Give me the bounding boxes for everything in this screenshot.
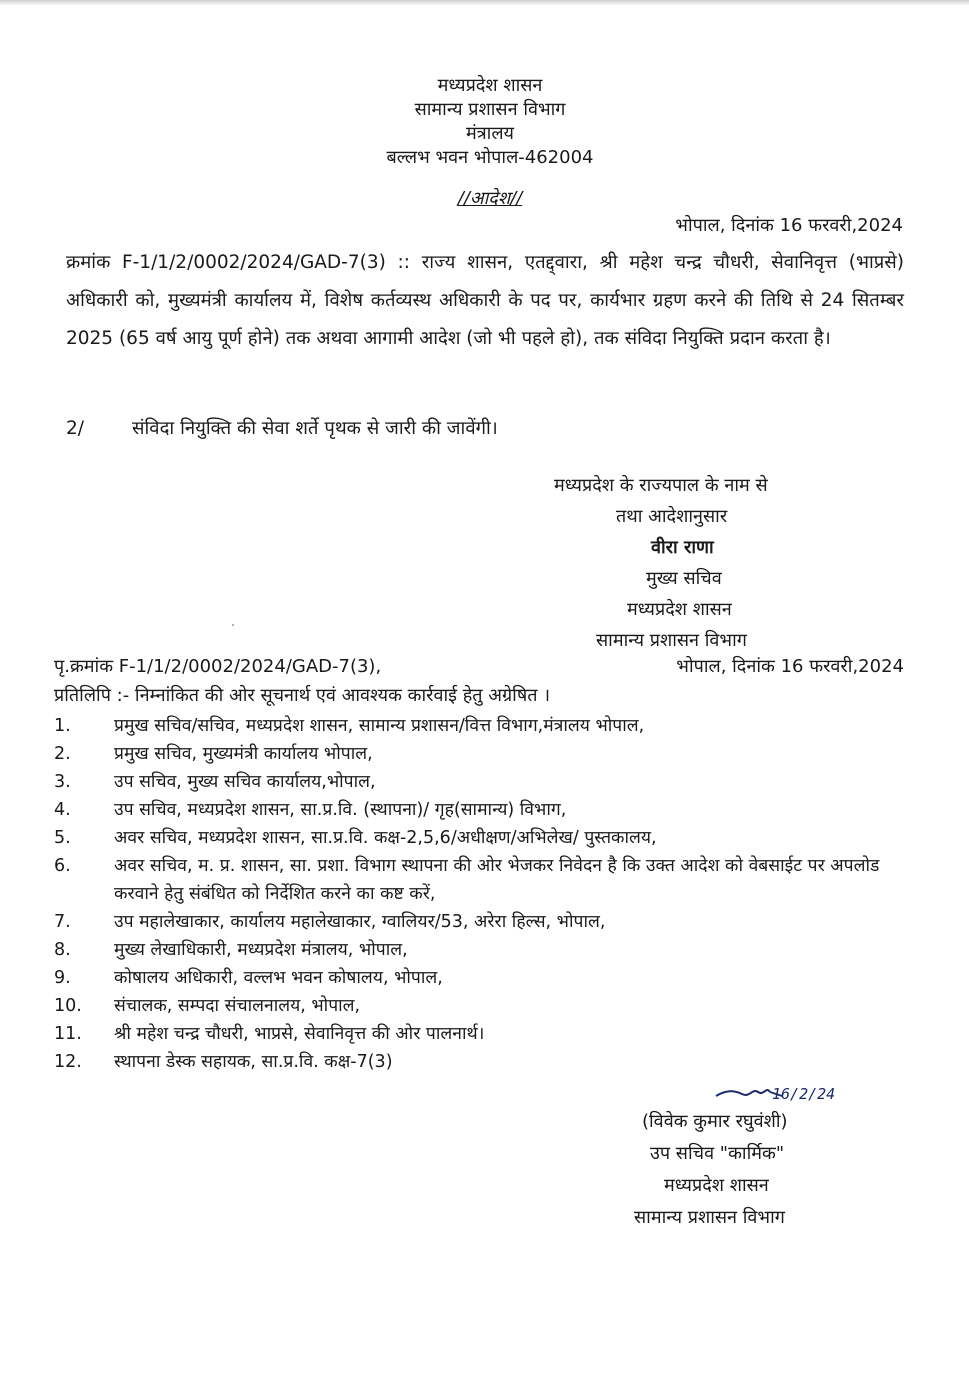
deputy-secretary-signature-block: [600, 1082, 900, 1234]
signatory-authority-line: मध्यप्रदेश के राज्यपाल के नाम से: [554, 475, 768, 496]
list-item: [54, 852, 924, 908]
list-item-number: 9.: [54, 968, 71, 988]
list-item: [54, 768, 924, 796]
list-item-number: 1.: [54, 716, 71, 736]
list-item-number: 12.: [54, 1052, 82, 1072]
officer-dept: सामान्य प्रशासन विभाग: [634, 1207, 785, 1228]
letterhead-line-govt: मध्यप्रदेश शासन: [437, 75, 543, 96]
list-item-text: श्री महेश चन्द्र चौधरी, भाप्रसे, सेवानिवृत्त की ओर पालनार्थ।: [114, 1024, 485, 1044]
list-item-number: 4.: [54, 800, 71, 820]
list-item-text: अवर सचिव, म. प्र. शासन, सा. प्रशा. विभाग स्थापना की ओर भेजकर निवेदन है कि उक्त आदेश को वेबसाईट पर अपलोड करवाने हेतु संबंधित को निर्देशित करने का कष्ट करें,: [114, 856, 880, 904]
list-item-text: संचालक, सम्पदा संचालनालय, भोपाल,: [114, 996, 361, 1016]
paragraph-number: 2/: [66, 418, 85, 439]
signatory-govt: मध्यप्रदेश शासन: [627, 599, 732, 620]
signature-date-note: 16/2/24: [772, 1085, 836, 1103]
list-item: [54, 936, 924, 964]
list-item-text: अवर सचिव, मध्यप्रदेश शासन, सा.प्र.वि. कक्ष-2,5,6/अधीक्षण/अभिलेख/ पुस्तकालय,: [114, 828, 657, 848]
recipient-list: [54, 712, 924, 1076]
endorsement-date: भोपाल, दिनांक 16 फरवरी,2024: [676, 656, 904, 677]
order-title: //आदेश//: [457, 188, 523, 209]
list-item-text: उप सचिव, मध्यप्रदेश शासन, सा.प्र.वि. (स्थापना)/ गृह(सामान्य) विभाग,: [114, 800, 567, 820]
order-body-paragraph: क्रमांक F-1/1/2/0002/2024/GAD-7(3) :: राज्य शासन, एतद्द्वारा, श्री महेश चन्द्र चौधरी, सेवानिवृत्त (भाप्रसे) अधिकारी को, मुख्यमंत्री कार्यालय में, विशेष कर्तव्यस्थ अधिकारी के पद पर, कार्यभार ग्रहण करने की तिथि से 24 सितम्बर 2025 (65 वर्ष आयु पूर्ण होने) तक अथवा आगामी आदेश (जो भी पहले हो), तक संविदा नियुक्ति प्रदान करता है।: [66, 252, 904, 349]
signatory-order-line: तथा आदेशानुसार: [616, 506, 728, 527]
list-item-text: प्रमुख सचिव, मुख्यमंत्री कार्यालय भोपाल,: [114, 744, 373, 764]
list-item: [54, 908, 924, 936]
list-item: [54, 712, 924, 740]
list-item: [54, 1020, 924, 1048]
officer-designation: उप सचिव "कार्मिक": [650, 1143, 785, 1164]
list-item: [54, 796, 924, 824]
list-item: [54, 824, 924, 852]
order-paragraph-2: [66, 414, 904, 444]
list-item-text: उप महालेखाकार, कार्यालय महालेखाकार, ग्वालियर/53, अरेरा हिल्स, भोपाल,: [114, 912, 606, 932]
list-item: [54, 740, 924, 768]
letterhead-line-ministry: मंत्रालय: [465, 123, 514, 144]
order-date: भोपाल, दिनांक 16 फरवरी,2024: [675, 215, 903, 236]
signatory-dept: सामान्य प्रशासन विभाग: [596, 630, 747, 651]
list-item-number: 6.: [54, 856, 71, 876]
list-item-number: 8.: [54, 940, 71, 960]
endorsement-number: पृ.क्रमांक F-1/1/2/0002/2024/GAD-7(3),: [54, 656, 382, 677]
list-item-number: 11.: [54, 1024, 82, 1044]
signatory-name: वीरा राणा: [651, 537, 714, 558]
chief-secretary-signature-block: [520, 470, 900, 656]
copy-forward-line: प्रतिलिपि :- निम्नांकित की ओर सूचनार्थ एवं आवश्यक कार्रवाई हेतु अग्रेषित ।: [54, 685, 551, 706]
list-item-number: 2.: [54, 744, 71, 764]
list-item-text: स्थापना डेस्क सहायक, सा.प्र.वि. कक्ष-7(3): [114, 1052, 393, 1072]
list-item-text: उप सचिव, मुख्य सचिव कार्यालय,भोपाल,: [114, 772, 376, 792]
list-item-text: कोषालय अधिकारी, वल्लभ भवन कोषालय, भोपाल,: [114, 968, 443, 988]
list-item-text: प्रमुख सचिव/सचिव, मध्यप्रदेश शासन, सामान्य प्रशासन/वित्त विभाग,मंत्रालय भोपाल,: [114, 716, 645, 736]
scan-speck: [232, 624, 234, 626]
paragraph-text: संविदा नियुक्ति की सेवा शर्ते पृथक से जारी की जावेंगी।: [132, 418, 498, 439]
letterhead-line-address: बल्लभ भवन भोपाल-462004: [386, 147, 594, 168]
signatory-designation: मुख्य सचिव: [646, 568, 722, 589]
letterhead-line-dept: सामान्य प्रशासन विभाग: [414, 99, 566, 120]
list-item-number: 5.: [54, 828, 71, 848]
officer-govt: मध्यप्रदेश शासन: [664, 1175, 769, 1196]
list-item: [54, 992, 924, 1020]
scan-edge: [0, 0, 969, 6]
endorsement-reference: [54, 654, 904, 680]
officer-name: (विवेक कुमार रघुवंशी): [642, 1111, 788, 1132]
list-item-number: 3.: [54, 772, 71, 792]
list-item-number: 10.: [54, 996, 82, 1016]
letterhead: [300, 74, 680, 170]
list-item-number: 7.: [54, 912, 71, 932]
list-item: [54, 1048, 924, 1076]
list-item-text: मुख्य लेखाधिकारी, मध्यप्रदेश मंत्रालय, भोपाल,: [114, 940, 408, 960]
list-item: [54, 964, 924, 992]
